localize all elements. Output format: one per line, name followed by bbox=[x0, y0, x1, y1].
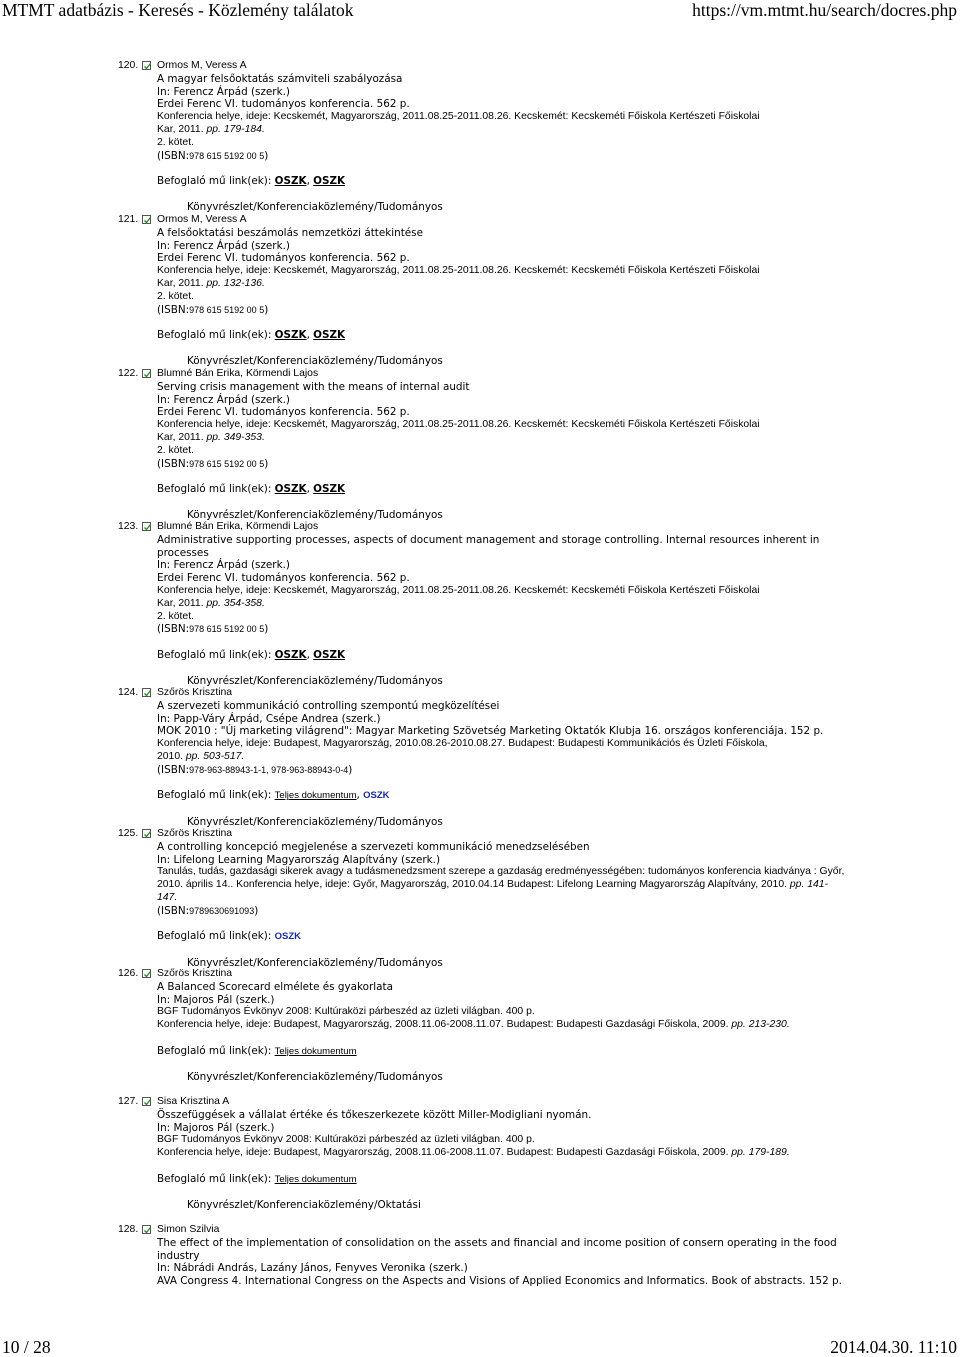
entry-category: Könyvrészlet/Konferenciaközlemény/Tudományos bbox=[187, 815, 443, 828]
entry-pages: pp. 354-358. bbox=[206, 597, 265, 609]
select-checkbox[interactable] bbox=[142, 1225, 151, 1234]
entry-category: Könyvrészlet/Konferenciaközlemény/Oktatási bbox=[187, 1199, 421, 1212]
entry-year: Kar, 2011. bbox=[157, 597, 204, 609]
oszk-link[interactable]: OSZK bbox=[313, 175, 346, 188]
entry-volume: 2. kötet. bbox=[157, 136, 194, 148]
entry-year: Kar, 2011. bbox=[157, 431, 204, 443]
entry-authors: Ormos M, Veress A bbox=[157, 214, 247, 225]
entry-isbn: 978-963-88943-1-1, 978-963-88943-0-4 bbox=[189, 764, 349, 775]
entry-number: 121. bbox=[118, 214, 139, 225]
entry-conference: Erdei Ferenc VI. tudományos konferencia. 562 p. bbox=[157, 572, 410, 585]
entry-authors: Simon Szilvia bbox=[157, 1224, 220, 1235]
entry-year: 2010. bbox=[157, 750, 184, 762]
entry-title: Administrative supporting processes, aspects of document management and storage controlling. Internal resources inherent in processes bbox=[157, 533, 820, 559]
check-icon bbox=[143, 523, 152, 532]
entry-conference: Erdei Ferenc VI. tudományos konferencia. 562 p. bbox=[157, 406, 410, 419]
entry-editor: In: Ferencz Árpád (szerk.) bbox=[157, 393, 290, 406]
entry-place: Konferencia helye, ideje: Kecskemét, Magyarország, 2011.08.25-2011.08.26. Kecskemét: Kecskeméti Főiskola Kertészeti Főiskolai bbox=[157, 584, 760, 596]
entry-title: A felsőoktatási beszámolás nemzetközi áttekintése bbox=[157, 226, 423, 239]
entry-conference: Tanulás, tudás, gazdasági sikerek avagy a tudásmenedzsment szerepe a gazdaság eredményességében: tudományos konferencia kiadványa : Győr, 2010. április 14.. Konferencia helye, ideje: Győr, Magyarország, 2010.04.14 Budapest: Lifelong Learning Magyarország Alapítvány, 2010. bbox=[157, 866, 845, 891]
entry-pages: pp. 503-517. bbox=[185, 750, 245, 762]
entry-title: A magyar felsőoktatás számviteli szabályozása bbox=[157, 72, 403, 85]
entry-isbn: 9789630691093 bbox=[189, 905, 255, 916]
entry-pages: pp. 132-136. bbox=[206, 277, 265, 289]
entry-number: 120. bbox=[118, 60, 139, 71]
entry-title: Serving crisis management with the means of internal audit bbox=[157, 380, 470, 393]
select-checkbox[interactable] bbox=[142, 688, 151, 697]
entry-conference: MOK 2010 : "Új marketing világrend": Magyar Marketing Szövetség Marketing Oktatók Klubja 16. országos konferenciája. 152 p. bbox=[157, 725, 824, 738]
entry-place: Konferencia helye, ideje: Budapest, Magyarország, 2008.11.06-2008.11.07. Budapest: Budapesti Gazdasági Főiskola, 2009. bbox=[157, 1019, 729, 1031]
oszk-link[interactable]: OSZK bbox=[274, 648, 307, 661]
entry-authors: Ormos M, Veress A bbox=[157, 60, 247, 71]
entry-authors: Szőrös Krisztina bbox=[157, 828, 233, 839]
entry-place: Konferencia helye, ideje: Budapest, Magyarország, 2010.08.26-2010.08.27. Budapest: Budapesti Kommunikációs és Üzleti Főiskola, bbox=[157, 738, 768, 750]
entry-conference: AVA Congress 4. International Congress on the Aspects and Visions of Applied Economics and Informatics. Book of abstracts. 152 p. bbox=[157, 1275, 842, 1288]
check-icon bbox=[143, 970, 152, 979]
check-icon bbox=[143, 830, 152, 839]
entry-authors: Blumné Bán Erika, Körmendi Lajos bbox=[157, 368, 319, 379]
entry-category: Könyvrészlet/Konferenciaközlemény/Tudományos bbox=[187, 200, 443, 213]
entry-category: Könyvrészlet/Konferenciaközlemény/Tudományos bbox=[187, 956, 443, 969]
full-document-link[interactable]: Teljes dokumentum bbox=[274, 1173, 357, 1185]
entry-category: Könyvrészlet/Konferenciaközlemény/Tudományos bbox=[187, 674, 443, 687]
entry-number: 128. bbox=[118, 1224, 139, 1235]
oszk-link[interactable]: OSZK bbox=[313, 648, 346, 661]
link-label: Befoglaló mű link(ek): bbox=[157, 1172, 272, 1185]
entry-conference: Erdei Ferenc VI. tudományos konferencia. 562 p. bbox=[157, 252, 410, 265]
entry-title: A Balanced Scorecard elmélete és gyakorlata bbox=[157, 980, 393, 993]
entry-category: Könyvrészlet/Konferenciaközlemény/Tudományos bbox=[187, 508, 443, 521]
entry-authors: Szőrös Krisztina bbox=[157, 968, 233, 979]
entry-isbn: 978 615 5192 00 5 bbox=[189, 304, 265, 315]
entry-isbn: 978 615 5192 00 5 bbox=[189, 624, 265, 635]
entry-editor: In: Papp-Váry Árpád, Csépe Andrea (szerk.) bbox=[157, 712, 381, 725]
entry-pages: pp. 349-353. bbox=[206, 431, 265, 443]
print-footer bbox=[0, 1338, 960, 1357]
entry-number: 127. bbox=[118, 1096, 139, 1107]
entry-place: Konferencia helye, ideje: Kecskemét, Magyarország, 2011.08.25-2011.08.26. Kecskemét: Kecskeméti Főiskola Kertészeti Főiskolai bbox=[157, 265, 760, 277]
oszk-link[interactable]: OSZK bbox=[274, 483, 307, 496]
select-checkbox[interactable] bbox=[142, 1097, 151, 1106]
check-icon bbox=[143, 62, 152, 71]
oszk-link[interactable]: OSZK bbox=[274, 329, 307, 342]
entry-category: Könyvrészlet/Konferenciaközlemény/Tudományos bbox=[187, 354, 443, 367]
entry-year: Kar, 2011. bbox=[157, 277, 204, 289]
entry-number: 122. bbox=[118, 368, 139, 379]
oszk-link[interactable]: OSZK bbox=[274, 931, 302, 943]
entry-volume: 2. kötet. bbox=[157, 444, 194, 456]
entry-place: Konferencia helye, ideje: Kecskemét, Magyarország, 2011.08.25-2011.08.26. Kecskemét: Kecskeméti Főiskola Kertészeti Főiskolai bbox=[157, 419, 760, 431]
select-checkbox[interactable] bbox=[142, 215, 151, 224]
link-label: Befoglaló mű link(ek): bbox=[157, 1044, 272, 1057]
entry-isbn: 978 615 5192 00 5 bbox=[189, 458, 265, 469]
entry-number: 125. bbox=[118, 828, 139, 839]
select-checkbox[interactable] bbox=[142, 522, 151, 531]
oszk-link[interactable]: OSZK bbox=[274, 175, 307, 188]
link-label: Befoglaló mű link(ek): bbox=[157, 483, 272, 496]
check-icon bbox=[143, 1226, 152, 1235]
entry-authors: Blumné Bán Erika, Körmendi Lajos bbox=[157, 521, 319, 532]
entry-conference: Erdei Ferenc VI. tudományos konferencia. 562 p. bbox=[157, 98, 410, 111]
link-label: Befoglaló mű link(ek): bbox=[157, 648, 272, 661]
select-checkbox[interactable] bbox=[142, 829, 151, 838]
entry-conference: BGF Tudományos Évkönyv 2008: Kultúraközi párbeszéd az üzleti világban. 400 p. bbox=[157, 1134, 535, 1146]
check-icon bbox=[143, 370, 152, 379]
entry-number: 123. bbox=[118, 521, 139, 532]
select-checkbox[interactable] bbox=[142, 369, 151, 378]
entry-place: Konferencia helye, ideje: Kecskemét, Magyarország, 2011.08.25-2011.08.26. Kecskemét: Kecskeméti Főiskola Kertészeti Főiskolai bbox=[157, 111, 760, 123]
check-icon bbox=[143, 216, 152, 225]
oszk-link[interactable]: OSZK bbox=[313, 329, 346, 342]
entry-editor: In: Ferencz Árpád (szerk.) bbox=[157, 559, 290, 572]
entry-pages: pp. 179-189. bbox=[731, 1147, 790, 1159]
entry-category: Könyvrészlet/Konferenciaközlemény/Tudományos bbox=[187, 1071, 443, 1084]
select-checkbox[interactable] bbox=[142, 969, 151, 978]
entry-number: 126. bbox=[118, 968, 139, 979]
full-document-link[interactable]: Teljes dokumentum bbox=[274, 790, 357, 802]
oszk-link[interactable]: OSZK bbox=[313, 483, 346, 496]
print-datetime: 2014.04.30. 11:10 bbox=[830, 1337, 957, 1357]
link-label: Befoglaló mű link(ek): bbox=[157, 789, 272, 802]
entry-pages: pp. 213-230. bbox=[731, 1019, 790, 1031]
entry-title: The effect of the implementation of consolidation on the assets and financial and income position of consern operating in the food industry bbox=[157, 1236, 837, 1262]
entry-editor: In: Ferencz Árpád (szerk.) bbox=[157, 239, 290, 252]
entry-title: Összefüggések a vállalat értéke és tőkeszerkezete között Miller-Modigliani nyomán. bbox=[157, 1108, 592, 1121]
entry-authors: Sisa Krisztina A bbox=[157, 1096, 230, 1107]
page-title: MTMT adatbázis - Keresés - Közlemény találatok bbox=[2, 0, 354, 20]
link-label: Befoglaló mű link(ek): bbox=[157, 175, 272, 188]
link-label: Befoglaló mű link(ek): bbox=[157, 329, 272, 342]
print-header bbox=[0, 0, 960, 20]
link-label: Befoglaló mű link(ek): bbox=[157, 930, 272, 943]
entry-editor: In: Majoros Pál (szerk.) bbox=[157, 993, 275, 1006]
entry-editor: In: Ferencz Árpád (szerk.) bbox=[157, 85, 290, 98]
entry-editor: In: Nábrádi András, Lazány János, Fenyves Veronika (szerk.) bbox=[157, 1262, 468, 1275]
entry-pages: pp. 179-184. bbox=[206, 123, 265, 135]
entry-volume: 2. kötet. bbox=[157, 290, 194, 302]
entry-editor: In: Majoros Pál (szerk.) bbox=[157, 1121, 275, 1134]
entry-volume: 2. kötet. bbox=[157, 610, 194, 622]
entry-isbn: 978 615 5192 00 5 bbox=[189, 150, 265, 161]
entry-title: A szervezeti kommunikáció controlling szempontú megközelítései bbox=[157, 699, 500, 712]
page-url: https://vm.mtmt.hu/search/docres.php bbox=[692, 0, 957, 20]
full-document-link[interactable]: Teljes dokumentum bbox=[274, 1045, 357, 1057]
page-counter: 10 / 28 bbox=[2, 1337, 51, 1357]
entry-pages: pp. 141-147. bbox=[157, 879, 829, 903]
entry-authors: Szőrös Krisztina bbox=[157, 687, 233, 698]
entry-number: 124. bbox=[118, 687, 139, 698]
select-checkbox[interactable] bbox=[142, 61, 151, 70]
check-icon bbox=[143, 1098, 152, 1107]
entry-place: Konferencia helye, ideje: Budapest, Magyarország, 2008.11.06-2008.11.07. Budapest: Budapesti Gazdasági Főiskola, 2009. bbox=[157, 1147, 729, 1159]
check-icon bbox=[143, 689, 152, 698]
entry-title: A controlling koncepció megjelenése a szervezeti kommunikáció menedzselésében bbox=[157, 840, 590, 853]
entry-editor: In: Lifelong Learning Magyarország Alapítvány (szerk.) bbox=[157, 853, 441, 866]
entry-conference: BGF Tudományos Évkönyv 2008: Kultúraközi párbeszéd az üzleti világban. 400 p. bbox=[157, 1006, 535, 1018]
entry-year: Kar, 2011. bbox=[157, 123, 204, 135]
oszk-link[interactable]: OSZK bbox=[363, 790, 390, 802]
